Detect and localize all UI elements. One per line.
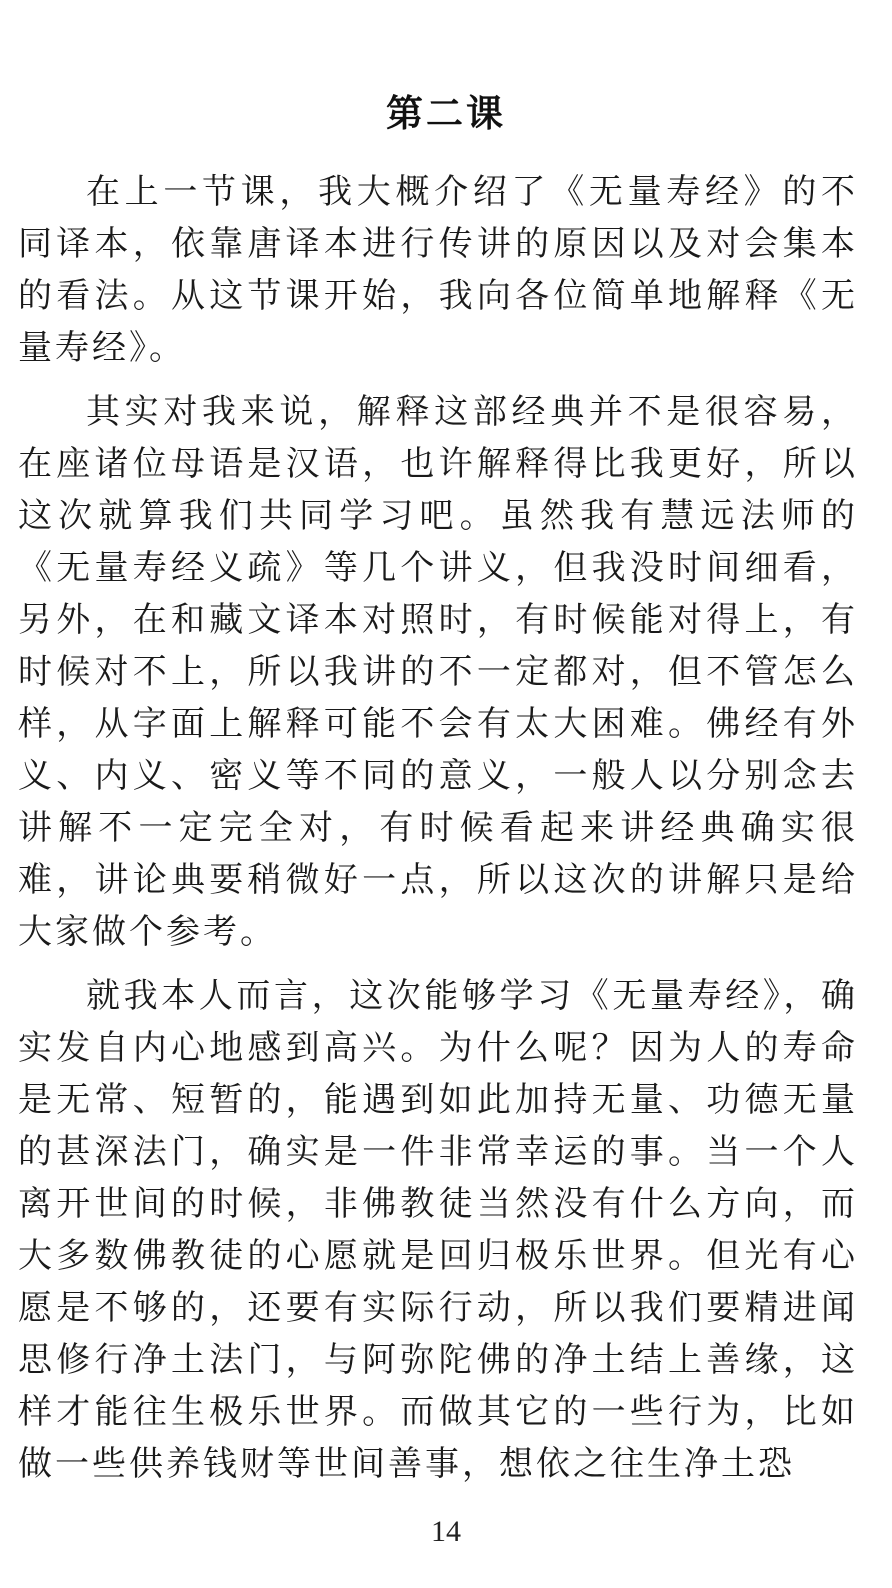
paragraph-2: 其实对我来说，解释这部经典并不是很容易，在座诸位母语是汉语，也许解释得比我更好，所以这次就算我们共同学习吧。虽然我有慧远法师的《无量寿经义疏》等几个讲义，但我没时间细看，另外，在和藏文译本对照时，有时候能对得上，有时候对不上，所以我讲的不一定都对，但不管怎么样，从字面上解释可能不会有太大困难。佛经有外义、内义、密义等不同的意义，一般人以分别念去讲解不一定完全对，有时候看起来讲经典确实很难，讲论典要稍微好一点，所以这次的讲解只是给大家做个参考。 <box>18 392 858 952</box>
paragraph-1: 在上一节课，我大概介绍了《无量寿经》的不同译本，依靠唐译本进行传讲的原因以及对会集本的看法。从这节课开始，我向各位简单地解释《无量寿经》。 <box>18 172 858 368</box>
lesson-title: 第二课 <box>386 90 506 135</box>
paragraph-3: 就我本人而言，这次能够学习《无量寿经》，确实发自内心地感到高兴。为什么呢？因为人的寿命是无常、短暂的，能遇到如此加持无量、功德无量的甚深法门，确实是一件非常幸运的事。当一个人离开世间的时候，非佛教徒当然没有什么方向，而大多数佛教徒的心愿就是回归极乐世界。但光有心愿是不够的，还要有实际行动，所以我们要精进闻思修行净土法门，与阿弥陀佛的净土结上善缘，这样才能往生极乐世界。而做其它的一些行为，比如做一些供养钱财等世间善事，想依之往生净土恐 <box>18 976 858 1484</box>
page-number: 14 <box>431 1515 461 1548</box>
body-text <box>18 166 858 1502</box>
